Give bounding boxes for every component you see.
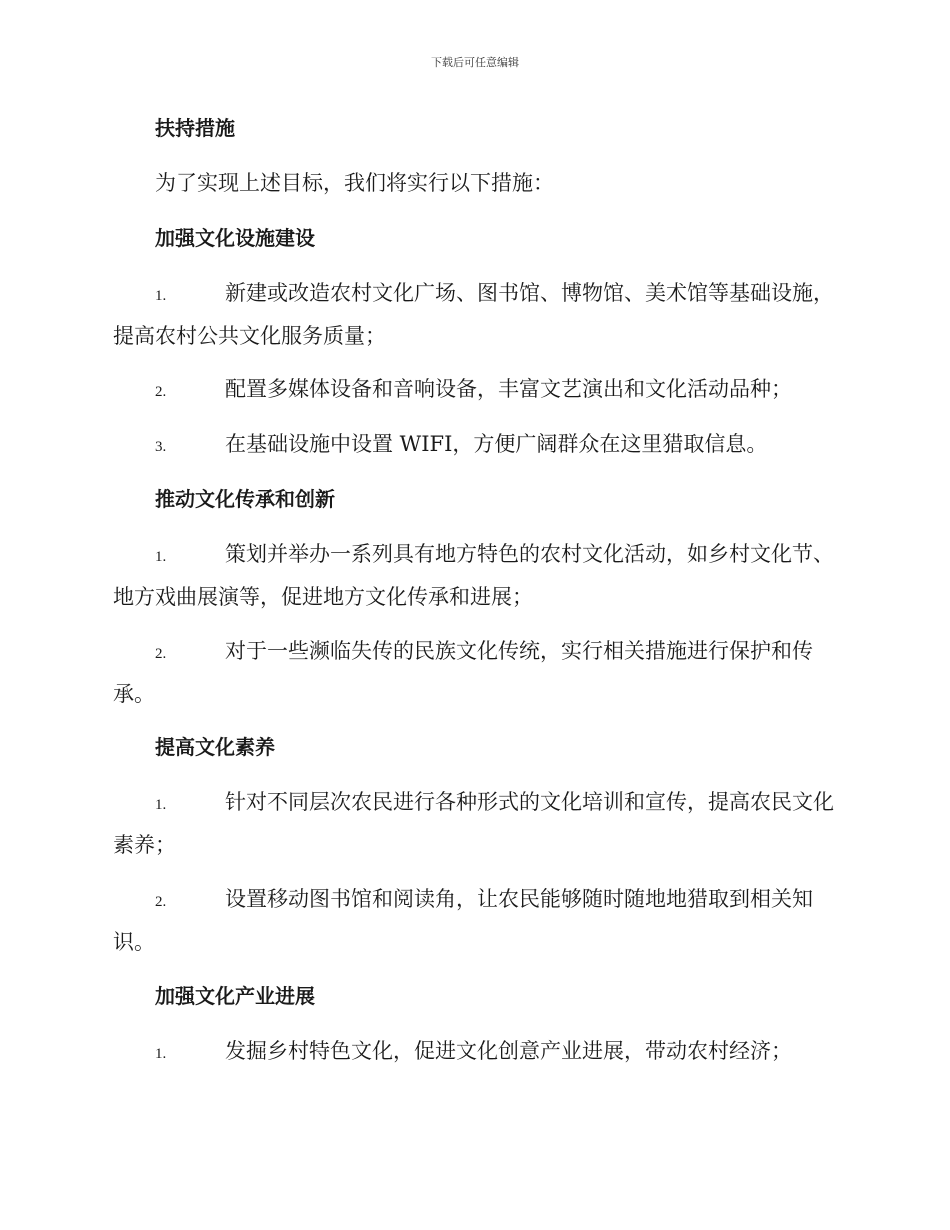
intro-paragraph: 为了实现上述目标，我们将实行以下措施：: [155, 171, 554, 195]
list-item: [113, 424, 835, 467]
header-note: 下载后可任意编辑: [431, 56, 519, 69]
list-item-number: 1.: [155, 797, 167, 813]
section-title: 扶持措施: [155, 116, 235, 140]
section-heading: 加强文化产业进展: [155, 984, 315, 1008]
section-heading: 提高文化素养: [155, 735, 275, 759]
list-item-number: 3.: [155, 439, 167, 455]
list-item-number: 1.: [155, 1046, 167, 1062]
list-item-text: 发掘乡村特色文化，促进文化创意产业进展，带动农村经济；: [225, 1039, 792, 1063]
list-item-number: 1.: [155, 288, 167, 304]
list-item-text: 配置多媒体设备和音响设备，丰富文艺演出和文化活动品种；: [225, 377, 792, 401]
section-heading: 推动文化传承和创新: [155, 487, 335, 511]
list-item-number: 2.: [155, 894, 167, 910]
list-item: [113, 273, 835, 356]
list-item-number: 2.: [155, 384, 167, 400]
list-item: [113, 782, 835, 865]
list-item-text: 策划并举办一系列具有地方特色的农村文化活动，如乡村文化节、地方戏曲展演等，促进地方文化传承和进展；: [113, 542, 834, 609]
list-item-number: 2.: [155, 646, 167, 662]
section-heading: 加强文化设施建设: [155, 226, 315, 250]
list-item: [113, 1031, 835, 1074]
list-item-text: 针对不同层次农民进行各种形式的文化培训和宣传，提高农民文化素养；: [113, 790, 834, 857]
list-item: [113, 369, 835, 412]
list-item-text: 对于一些濒临失传的民族文化传统，实行相关措施进行保护和传承。: [113, 639, 813, 706]
list-item-text: 在基础设施中设置 WIFI，方便广阔群众在这里猎取信息。: [225, 432, 768, 456]
list-item-text: 设置移动图书馆和阅读角，让农民能够随时随地地猎取到相关知识。: [113, 887, 813, 954]
list-item: [113, 879, 835, 962]
list-item-number: 1.: [155, 549, 167, 565]
list-item: [113, 631, 835, 714]
list-item: [113, 534, 835, 617]
list-item-text: 新建或改造农村文化广场、图书馆、博物馆、美术馆等基础设施，提高农村公共文化服务质量；: [113, 281, 834, 348]
